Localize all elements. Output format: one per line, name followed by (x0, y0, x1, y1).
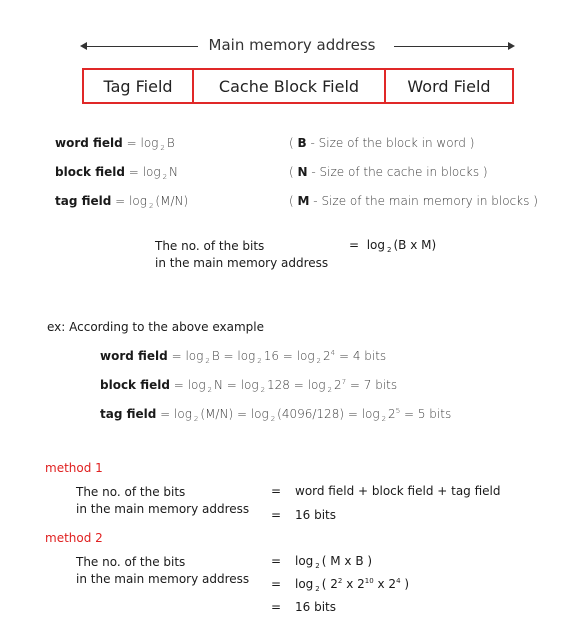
arrow-line-right (394, 46, 510, 47)
method-1-eq-1: = (271, 484, 282, 498)
method-2-eq-1: = (271, 554, 282, 568)
cache-block-field-box (192, 68, 386, 104)
method-2-log-powers: log $_2$ ( $2^2$ x $2^{10}$ x $2^4$ ) (295, 577, 410, 593)
method-1-eq-2: = (271, 508, 282, 522)
method-2-title: method 2 (45, 531, 103, 545)
method-2-eq-2: = (271, 577, 282, 591)
desc-block-size: ( B - Size of the block in word ) (289, 136, 475, 150)
right-arrow-icon (508, 42, 515, 50)
tag-field-box (82, 68, 194, 104)
method-2-label: The no. of the bits in the main memory address (76, 555, 250, 586)
total-bits-label: The no. of the bits in the main memory address (155, 239, 329, 270)
method-1-sum: word field + block field + tag field (295, 484, 501, 498)
word-field-box (384, 68, 514, 104)
formula-block-field: block field = log $_2$ N (55, 165, 179, 181)
example-tag-field: tag field = log $_2$ (M/N) = log $_2$ (4096/128) = log $_2$ $2^5 = 5$ bits (100, 407, 452, 423)
tag-field-label: Tag Field (103, 76, 173, 96)
method-1-label: The no. of the bits in the main memory address (76, 485, 250, 516)
example-word-field: word field = log $_2$ B = log $_2$ 16 = log $_2$ $2^4 = 4$ bits (100, 349, 387, 365)
method-1-title: method 1 (45, 461, 103, 475)
example-block-field: block field = log $_2$ N = log $_2$ 128 = log $_2$ $2^7 = 7$ bits (100, 378, 398, 394)
method-2-eq-3: = (271, 600, 282, 614)
desc-main-memory-size: ( M - Size of the main memory in blocks ) (289, 194, 538, 208)
cache-block-field-label: Cache Block Field (218, 76, 360, 96)
formula-tag-field: tag field = log $_2$ (M/N) (55, 194, 189, 210)
total-bits-formula: = log $_2$ (B x M) (349, 238, 437, 254)
example-heading: ex: According to the above example (47, 320, 265, 334)
main-memory-address-title: Main memory address (208, 36, 376, 54)
method-1-result: 16 bits (295, 508, 336, 522)
formula-word-field: word field = log $_2$ B (55, 136, 175, 152)
word-field-label: Word Field (407, 76, 491, 96)
method-2-log-mb: log $_2$ ( M x B ) (295, 554, 373, 570)
desc-cache-size: ( N - Size of the cache in blocks ) (289, 165, 488, 179)
method-2-result: 16 bits (295, 600, 336, 614)
